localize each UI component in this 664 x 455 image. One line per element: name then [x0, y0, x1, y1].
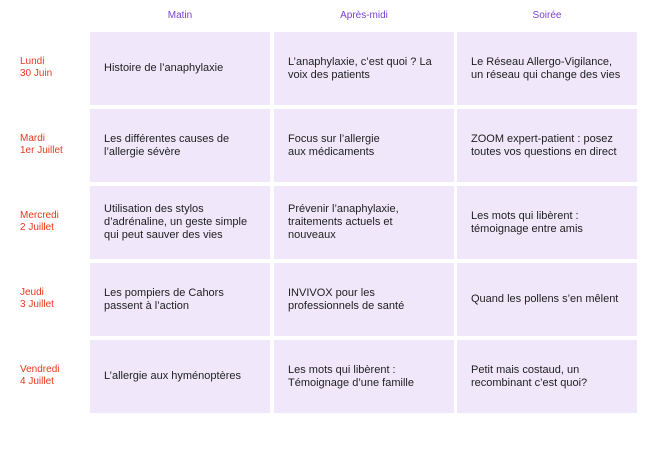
session-title: Le Réseau Allergo-Vigilance, un réseau qui change des vies — [471, 55, 621, 81]
session-cell[interactable] — [274, 263, 454, 336]
day-name: Vendredi — [20, 364, 60, 375]
day-date: 3 Juillet — [20, 299, 54, 310]
session-cell[interactable] — [457, 32, 637, 105]
session-cell[interactable] — [274, 109, 454, 182]
day-name: Mardi — [20, 133, 46, 144]
session-title: Focus sur l’allergie aux médicaments — [288, 132, 380, 158]
header-soiree: Soirée — [532, 10, 562, 21]
session-cell[interactable] — [274, 340, 454, 413]
session-cell[interactable] — [90, 186, 270, 259]
day-label-vendredi — [20, 364, 86, 388]
session-title: ZOOM expert-patient : posez toutes vos questions en direct — [471, 132, 617, 158]
session-title: Les mots qui libèrent : Témoignage d’une famille — [288, 363, 414, 389]
day-label-lundi — [20, 56, 86, 80]
session-title: Petit mais costaud, un recombinant c’est quoi? — [471, 363, 588, 389]
session-title: Utilisation des stylos d’adrénaline, un geste simple qui peut sauver des vies — [104, 203, 248, 241]
session-title: Prévenir l’anaphylaxie, traitements actuels et nouveaux — [288, 203, 399, 241]
session-title: Histoire de l’anaphylaxie — [104, 62, 224, 74]
session-cell[interactable] — [457, 340, 637, 413]
session-cell[interactable] — [457, 109, 637, 182]
session-title: L’anaphylaxie, c’est quoi ? La voix des patients — [288, 55, 432, 81]
day-date: 2 Juillet — [20, 222, 54, 233]
session-title: Les différentes causes de l’allergie sévère — [104, 132, 230, 158]
session-cell[interactable] — [90, 32, 270, 105]
session-cell[interactable] — [274, 32, 454, 105]
day-date: 1er Juillet — [20, 145, 63, 156]
header-apres-midi: Après-midi — [340, 10, 388, 21]
session-cell[interactable] — [457, 186, 637, 259]
day-date: 30 Juin — [20, 68, 53, 79]
day-name: Jeudi — [20, 287, 44, 298]
session-cell[interactable] — [90, 109, 270, 182]
header-matin: Matin — [167, 10, 193, 21]
session-cell[interactable] — [90, 263, 270, 336]
session-cell[interactable] — [457, 263, 637, 336]
session-title: INVIVOX pour les professionnels de santé — [288, 286, 405, 312]
session-title: Les mots qui libèrent : témoignage entre amis — [471, 209, 583, 235]
day-name: Mercredi — [20, 210, 59, 221]
session-title: L’allergie aux hyménoptères — [104, 370, 241, 382]
day-label-jeudi — [20, 287, 86, 311]
day-name: Lundi — [20, 56, 45, 67]
session-cell[interactable] — [274, 186, 454, 259]
day-date: 4 Juillet — [20, 376, 54, 387]
day-label-mardi — [20, 133, 86, 157]
session-cell[interactable] — [90, 340, 270, 413]
day-label-mercredi — [20, 210, 86, 234]
session-title: Les pompiers de Cahors passent à l’action — [104, 286, 224, 312]
session-title: Quand les pollens s’en mêlent — [471, 293, 619, 305]
